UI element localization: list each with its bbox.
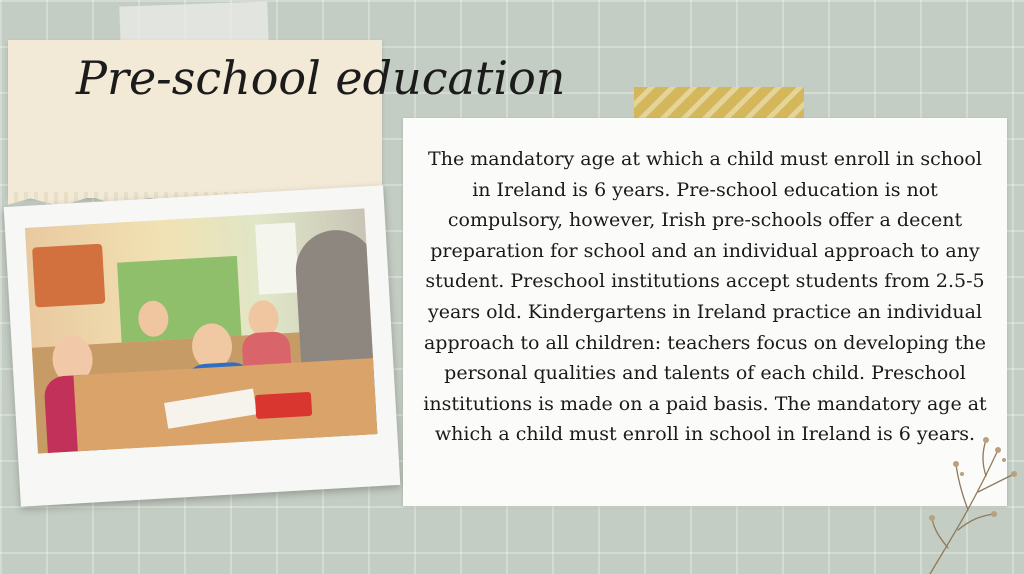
dried-flower-sprig — [910, 430, 1020, 574]
page-title: Pre-school education — [76, 51, 566, 105]
classroom-photo — [25, 208, 377, 453]
body-paragraph: The mandatory age at which a child must enroll in school in Ireland is 6 years. Pre-school education is not compulsory, however, Irish pre-schools offer a decent preparation for school and an individual approach to any student. Preschool institutions accept students from 2.5-5 years old. Kindergartens in Ireland practice an individual approach to all children: teachers focus on developing the personal qualities and talents of each child. Preschool institutions is made on a paid basis. The mandatory age at which a child must enroll in school in Ireland is 6 years. — [423, 148, 987, 446]
polaroid-frame — [4, 185, 401, 506]
